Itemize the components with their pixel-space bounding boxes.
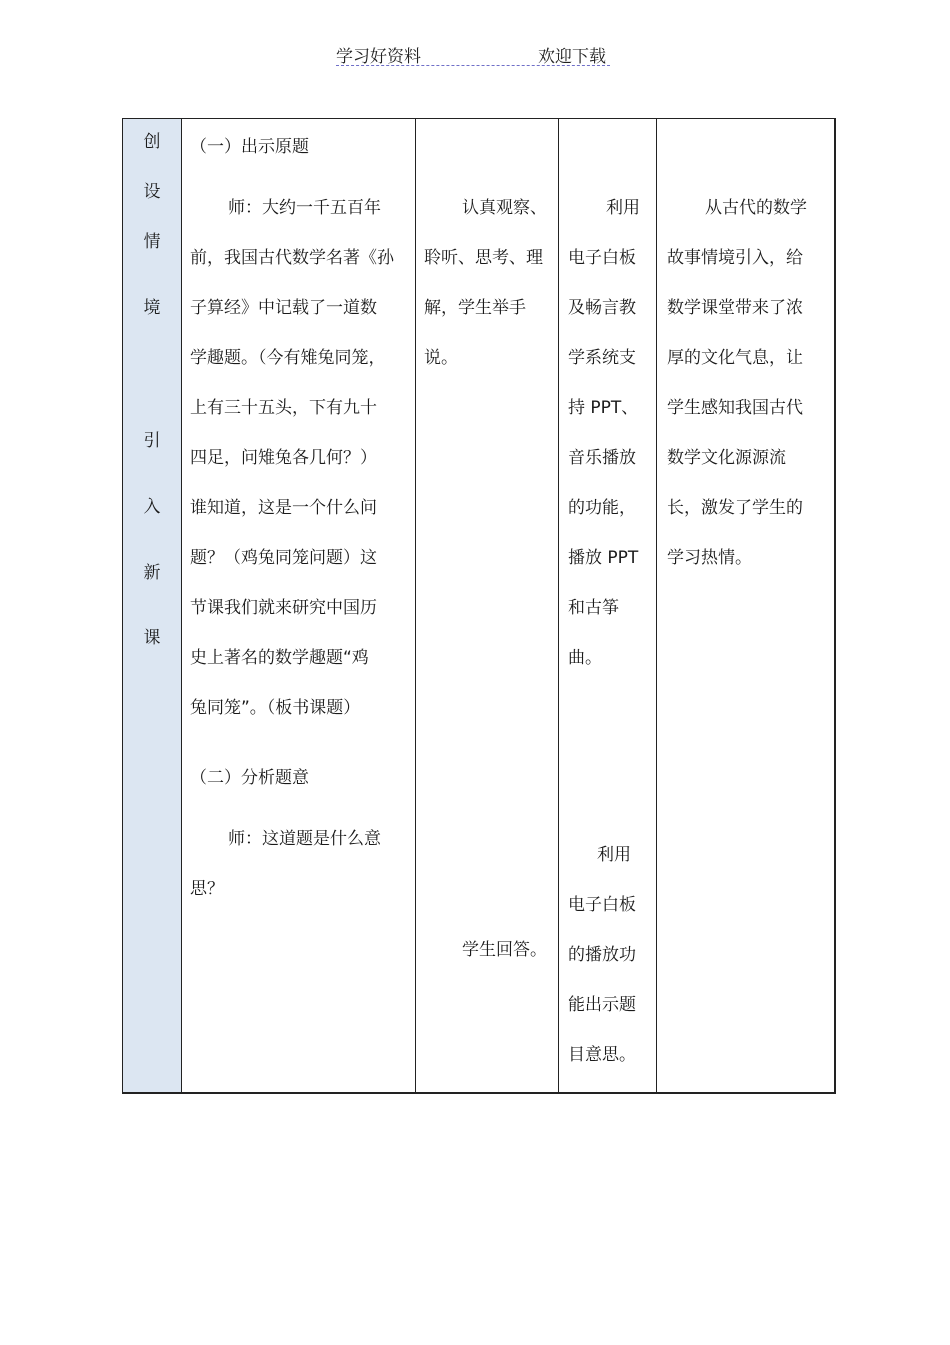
text-line: 学系统支 — [568, 348, 636, 368]
text-line: 持 PPT、 — [568, 398, 639, 418]
section-heading-present-problem: （一）出示原题 — [190, 137, 309, 157]
text-line: 利用 — [606, 198, 640, 218]
text-line: 播放 PPT — [568, 548, 639, 568]
media-block-2 — [568, 830, 636, 1080]
stage-char: 设 — [143, 182, 161, 202]
text-line: 学习热情。 — [667, 548, 752, 568]
stage-char: 入 — [143, 497, 161, 517]
stage-column — [123, 119, 182, 1092]
text-line: 师：大约一千五百年 — [228, 198, 381, 218]
text-line: 前，我国古代数学名著《孙 — [190, 248, 394, 268]
text-line: 故事情境引入，给 — [667, 248, 803, 268]
intent-block — [667, 183, 807, 583]
stage-char: 境 — [143, 298, 161, 318]
text-line: 电子白板 — [568, 895, 636, 915]
text-line: 数学文化源源流 — [667, 448, 786, 468]
text-line: 谁知道，这是一个什么问 — [190, 498, 377, 518]
text-line: 的播放功 — [568, 945, 636, 965]
student-block-2 — [462, 925, 547, 975]
student-block-1 — [424, 183, 547, 383]
text-line: 的功能， — [568, 498, 636, 518]
text-line: 兔同笼”。（板书课题） — [190, 698, 361, 718]
text-line: 史上著名的数学趣题“鸡 — [190, 648, 369, 668]
text-line: 曲。 — [568, 648, 602, 668]
text-line: 师：这道题是什么意 — [228, 829, 381, 849]
text-line: 节课我们就来研究中国历 — [190, 598, 377, 618]
text-line: 及畅言教 — [568, 298, 636, 318]
design-intent-column — [657, 119, 834, 1092]
text-line: 四足，问雉兔各几何？） — [190, 448, 377, 468]
text-line: 长，激发了学生的 — [667, 498, 803, 518]
header-left-text: 学习好资料 — [336, 47, 421, 67]
text-line: 题？（鸡兔同笼问题）这 — [190, 548, 377, 568]
page-header — [0, 40, 950, 70]
header-right-text: 欢迎下载 — [538, 47, 606, 67]
text-line: 目意思。 — [568, 1045, 636, 1065]
lesson-plan-table — [122, 118, 836, 1094]
teacher-activity-column — [182, 119, 416, 1092]
text-line: 学生回答。 — [462, 940, 547, 960]
text-line: 解，学生举手 — [424, 298, 526, 318]
text-line: 从古代的数学 — [705, 198, 807, 218]
teacher-paragraph-1 — [190, 183, 394, 733]
text-line: 数学课堂带来了浓 — [667, 298, 803, 318]
stage-char: 创 — [143, 132, 161, 152]
text-line: 能出示题 — [568, 995, 636, 1015]
header-dashed-rule — [336, 65, 610, 66]
text-line: 思？ — [190, 879, 224, 899]
text-line: 聆听、思考、理 — [424, 248, 543, 268]
text-line: 电子白板 — [568, 248, 636, 268]
stage-char: 情 — [143, 232, 161, 252]
student-activity-column — [416, 119, 559, 1092]
stage-char: 新 — [143, 563, 161, 583]
teacher-paragraph-2 — [190, 814, 381, 914]
media-block-1 — [568, 183, 640, 683]
text-line: 认真观察、 — [462, 198, 547, 218]
text-line: 子算经》中记载了一道数 — [190, 298, 377, 318]
stage-char: 引 — [143, 431, 161, 451]
text-line: 说。 — [424, 348, 458, 368]
stage-char: 课 — [143, 628, 161, 648]
text-line: 和古筝 — [568, 598, 619, 618]
media-usage-column — [559, 119, 657, 1092]
text-line: 学生感知我国古代 — [667, 398, 803, 418]
text-line: 上有三十五头，下有九十 — [190, 398, 377, 418]
text-line: 厚的文化气息，让 — [667, 348, 803, 368]
text-line: 音乐播放 — [568, 448, 636, 468]
text-line: 学趣题。（今有雉兔同笼， — [190, 348, 386, 368]
text-line: 利用 — [597, 845, 631, 865]
section-heading-analyze-problem: （二）分析题意 — [190, 768, 309, 788]
